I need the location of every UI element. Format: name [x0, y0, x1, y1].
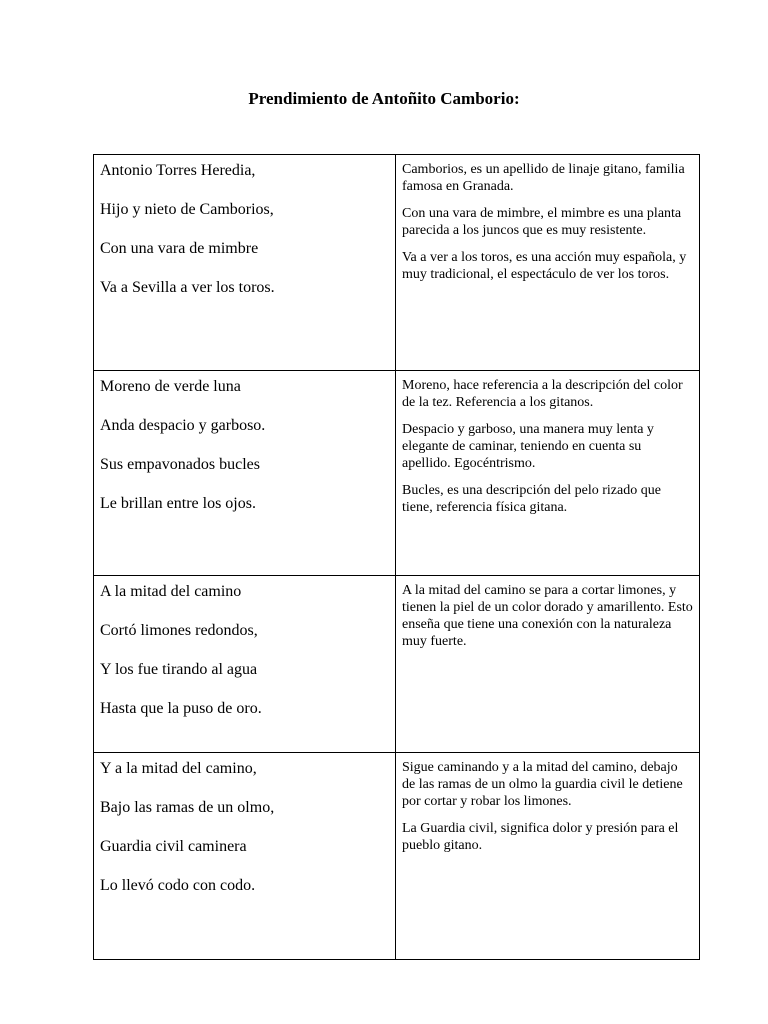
verse-cell	[94, 155, 396, 371]
table-row	[94, 155, 700, 371]
verse-cell	[94, 371, 396, 576]
commentary-paragraph: Despacio y garboso, una manera muy lenta y elegante de caminar, teniendo en cuenta su apellido. Egocéntrismo.	[402, 422, 654, 471]
verse-line: Bajo las ramas de un olmo,	[100, 799, 275, 816]
commentary-cell	[396, 155, 700, 371]
commentary-cell	[396, 371, 700, 576]
verse-cell	[94, 753, 396, 960]
verse-line: Le brillan entre los ojos.	[100, 495, 256, 512]
verse-line: Sus empavonados bucles	[100, 456, 260, 473]
commentary-paragraph: A la mitad del camino se para a cortar limones, y tienen la piel de un color dorado y amarillento. Esto enseña que tiene una conexión con la naturaleza muy fuerte.	[402, 583, 693, 649]
verse-line: Y los fue tirando al agua	[100, 661, 258, 678]
commentary-paragraph: Moreno, hace referencia a la descripción del color de la tez. Referencia a los gitanos.	[402, 378, 683, 410]
verse-line: Hijo y nieto de Camborios,	[100, 201, 274, 218]
poem-analysis-table	[93, 154, 700, 960]
verse-line: Moreno de verde luna	[100, 378, 241, 395]
table-row	[94, 371, 700, 576]
verse-cell	[94, 576, 396, 753]
commentary-paragraph: Sigue caminando y a la mitad del camino, debajo de las ramas de un olmo la guardia civil le detiene por cortar y robar los limones.	[402, 760, 683, 809]
verse-line: Y a la mitad del camino,	[100, 760, 257, 777]
verse-line: Hasta que la puso de oro.	[100, 700, 262, 717]
verse-line: Lo llevó codo con codo.	[100, 877, 256, 894]
verse-line: Guardia civil caminera	[100, 838, 247, 855]
verse-line: Antonio Torres Heredia,	[100, 162, 256, 179]
commentary-paragraph: La Guardia civil, significa dolor y presión para el pueblo gitano.	[402, 821, 679, 853]
verse-line: Cortó limones redondos,	[100, 622, 258, 639]
verse-line: Va a Sevilla a ver los toros.	[100, 279, 275, 296]
commentary-paragraph: Con una vara de mimbre, el mimbre es una planta parecida a los juncos que es muy resistente.	[402, 206, 682, 238]
commentary-paragraph: Camborios, es un apellido de linaje gitano, familia famosa en Granada.	[402, 162, 685, 194]
commentary-paragraph: Bucles, es una descripción del pelo rizado que tiene, referencia física gitana.	[402, 483, 661, 515]
commentary-cell	[396, 753, 700, 960]
table-row	[94, 576, 700, 753]
verse-line: A la mitad del camino	[100, 583, 242, 600]
verse-line: Con una vara de mimbre	[100, 240, 259, 257]
document-title: Prendimiento de Antoñito Camborio:	[248, 89, 520, 108]
table-row	[94, 753, 700, 960]
commentary-paragraph: Va a ver a los toros, es una acción muy española, y muy tradicional, el espectáculo de ver los toros.	[402, 250, 687, 282]
verse-line: Anda despacio y garboso.	[100, 417, 266, 434]
commentary-cell	[396, 576, 700, 753]
